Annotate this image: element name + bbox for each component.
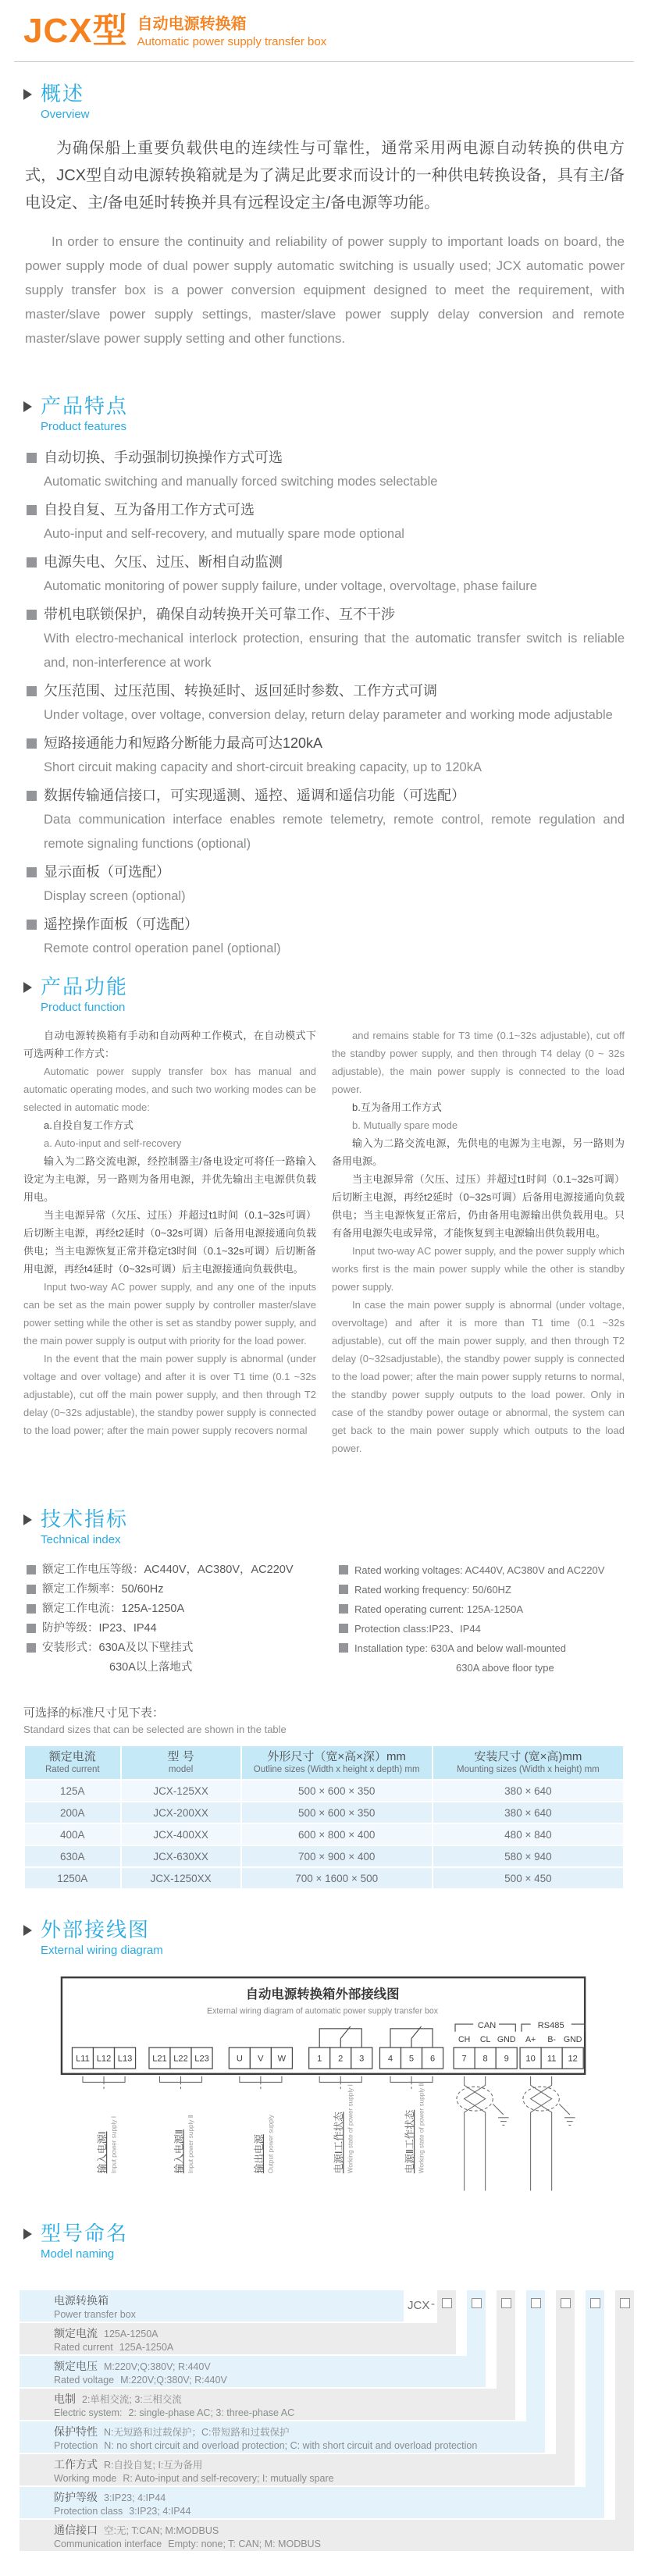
naming-heading-en: Model naming [41,2247,115,2261]
function-paragraph: and remains stable for T3 time (0.1~32s adjustable), cut off the standby power supply, and then through T4 delay (0 ~ 32s adjustable), the main power supply is connected to the load power. [332,1030,625,1095]
section-function [0,975,648,1487]
features-heading-zh: 产品特点 [41,394,129,418]
square-bullet-icon [27,686,37,696]
naming-heading [23,2222,625,2262]
square-bullet-icon [339,1565,348,1574]
naming-column-strip [526,2290,545,2421]
feature-zh: 数据传输通信接口，可实现遥测、遥控、遥调和遥信功能（可选配） [44,788,465,803]
cell-rated-current: 200A [25,1802,120,1823]
group-label-en: Input power supply Ⅰ [110,2115,118,2174]
square-bullet-icon [27,867,37,877]
feature-item [27,498,625,546]
naming-value-zh: R:自投自复; I:互为备用 [104,2460,203,2471]
header-divider [14,61,634,62]
terminal-label: 5 [408,2054,415,2064]
section-features [0,394,648,961]
square-bullet-icon [339,1604,348,1614]
feature-item [27,913,625,961]
function-paragraph: a. Auto-input and self-recovery [44,1137,182,1149]
group-label-en: Working state of power supply Ⅱ [418,2083,425,2174]
square-bullet-icon [27,505,37,515]
terminal-label: 7 [461,2054,467,2064]
rs485-pin-label: A+ [525,2035,536,2045]
terminal-label: 8 [482,2054,488,2064]
feature-item [27,550,625,599]
feature-en: Automatic switching and manually forced switching modes selectable [44,475,438,489]
feature-item [27,679,625,728]
function-paragraph: 输入为二路交流电源，经控制器主/备电设定可将任一路输入设定为主电源，另一路则为备用电源，并优先输出主电源供负载用电。 [23,1155,316,1203]
tech-item-text: Rated working voltages: AC440V, AC380V and AC220V [354,1564,605,1576]
tech-item-text-line2: 630A以上落地式 [109,1661,193,1674]
tech-item-text: Installation type: 630A and below wall-mounted [354,1642,567,1654]
square-bullet-icon [27,1604,36,1614]
model-code-box [561,2298,571,2308]
terminal-label: W [277,2054,287,2064]
terminal-label: 3 [359,2054,365,2064]
square-bullet-icon [27,557,37,568]
naming-value-zh: 2:单相交流; 3:三相交流 [82,2394,182,2405]
terminal-label: V [258,2054,264,2064]
rs485-pin-label: GND [563,2035,582,2045]
naming-row [20,2487,604,2518]
feature-zh: 自动切换、手动强制切换操作方式可选 [44,450,283,465]
standard-sizes-table [23,1745,625,1890]
section-overview [0,82,648,350]
function-paragraph: Input two-way AC power supply, and the power supply which works first is the main power supply while the other is standby power supply. [332,1245,625,1293]
square-bullet-icon [339,1643,348,1653]
function-paragraph: 自动电源转换箱有手动和自动两种工作模式，在自动模式下可选两种工作方式： [23,1030,316,1059]
technical-column-zh [27,1560,339,1678]
contact-symbols [319,2026,433,2048]
naming-row [20,2356,486,2387]
naming-label-en: Power transfer box [54,2309,136,2320]
function-paragraph: 输入为二路交流电源，先供电的电源为主电源，另一路则为备用电源。 [332,1137,625,1167]
terminal-label: 10 [525,2054,536,2064]
naming-heading-zh: 型号命名 [41,2222,129,2245]
product-model-title: JCX型 [23,12,128,50]
function-heading [23,975,625,1016]
naming-column-strip [556,2290,575,2454]
product-title-zh: 自动电源转换箱 [137,16,247,33]
naming-value-zh: 3:IP23; 4:IP44 [104,2492,166,2503]
naming-column-strip [615,2290,634,2520]
naming-row [20,2454,575,2485]
group-label-zh: 电源Ⅰ工作状态 [333,2112,345,2174]
naming-value-zh: 125A-1250A [104,2329,158,2339]
naming-label-zh: 通信接口 [54,2524,98,2536]
col-header-mounting-sizes: 安装尺寸 (宽×高)mm Mounting sizes (Width x height) mm [433,1746,623,1779]
model-code-box [531,2298,541,2308]
naming-value-en: 2: single-phase AC; 3: three-phase AC [128,2407,295,2418]
square-bullet-icon [27,610,37,620]
function-column-left [23,1026,316,1487]
feature-zh: 遥控操作面板（可选配） [44,916,198,932]
naming-label-en: Rated voltage [54,2375,115,2386]
feature-item [27,731,625,780]
cell-rated-current: 125A [25,1781,120,1801]
terminal-label: 11 [547,2054,557,2064]
model-naming-diagram [20,2290,636,2553]
diagram-title-en: External wiring diagram of automatic power supply transfer box [207,2006,439,2016]
overview-paragraph-zh: 为确保船上重要负载供电的连续性与可靠性，通常采用两电源自动转换的供电方式，JCX型自动电源转换箱就是为了满足此要求而设计的一种供电转换设备，具有主/备电设定、主/备电延时转换并具有远程设定主/备电源等功能。 [25,140,625,212]
function-paragraph: 当主电源异常（欠压、过压）并超过t1时间（0.1~32s可调）后切断主电源，再经t2延时（0~32s可调）后备用电源接通向负载供电；当主电源恢复正常后，仍由备用电源输出供负载用电。只有备用电源失电或异常，才能恢复到主电源输出供负载用电。 [332,1173,625,1239]
table-intro-zh: 可选择的标准尺寸见下表： [23,1706,165,1720]
function-heading-en: Product function [41,1001,126,1014]
naming-value-en: N: no short circuit and overload protection; C: with short circuit and overload protection [104,2440,478,2451]
naming-label-en: Protection [54,2440,98,2451]
diagram-title-zh: 自动电源转换箱外部接线图 [245,1987,400,2002]
naming-row [20,2323,456,2354]
cell-mounting: 380 × 640 [433,1802,623,1823]
group-label-zh: 输入电源Ⅱ [173,2129,185,2174]
naming-value-en: R: Auto-input and self-recovery; I: mutually spare [123,2473,334,2484]
feature-zh: 电源失电、欠压、过压、断相自动监测 [44,554,283,570]
cell-mounting: 500 × 450 [433,1868,623,1888]
square-bullet-icon [27,791,37,801]
square-bullet-icon [27,920,37,930]
model-code-prefix: JCX [408,2299,430,2312]
group-label-en: Input power supply Ⅱ [187,2115,194,2174]
model-code-box [442,2298,452,2308]
square-bullet-icon [339,1624,348,1633]
terminal-label: 6 [429,2054,436,2064]
terminal-label: 4 [387,2054,393,2064]
group-label-zh: 输出电源 [253,2134,265,2174]
cell-model: JCX-1250XX [122,1868,240,1888]
table-row [25,1846,623,1866]
can-pin-label: CH [458,2035,471,2045]
cell-rated-current: 630A [25,1846,120,1866]
group-label-en: Working state of power supply Ⅰ [347,2084,354,2174]
cell-outline: 500 × 600 × 350 [242,1781,432,1801]
triangle-bullet-icon [23,89,32,100]
model-code-box [620,2298,630,2308]
naming-value-en: 3:IP23; 4:IP44 [129,2506,191,2517]
cell-model: JCX-400XX [122,1824,240,1845]
page-header [0,0,648,52]
group-label-en: Output power supply [267,2115,275,2174]
feature-item [27,860,625,909]
function-paragraph: Input two-way AC power supply, and any one of the inputs can be set as the main power supply by controller master/slave power setting while the other is set as standby power supply, and the main power supply is output with priority for the load power. [23,1281,316,1347]
section-wiring [0,1918,648,2211]
feature-item [27,603,625,675]
tech-item-text: Protection class:IP23、IP44 [354,1623,481,1635]
feature-zh: 显示面板（可选配） [44,864,170,880]
overview-heading [23,82,625,123]
function-paragraph: In case the main power supply is abnormal (under voltage, overvoltage) and after it is more than T1 time (0.1 ~32s adjustable), cut off the main power supply, and then through T2 delay (0~32sadjustable), the standby power supply is connected to the load power; after the main power supply returns to normal, the standby power supply outputs to the load power. Only in case of the standby power outage or abnormal, the system can get back to the main power supply which outputs to the load power. [332,1299,625,1454]
naming-label-en: Rated current [54,2342,113,2353]
naming-label-zh: 电源转换箱 [54,2294,109,2307]
table-row [25,1824,623,1845]
features-heading [23,394,625,435]
wiring-diagram-svg [60,1976,588,2207]
overview-heading-zh: 概述 [41,82,85,105]
bus-brackets [455,2024,585,2032]
naming-value-en: 125A-1250A [119,2342,174,2353]
model-code-box [590,2298,600,2308]
rs485-twisted-pair [523,2076,575,2191]
rs485-pin-label: B- [547,2035,556,2045]
terminal-label: 9 [504,2054,509,2064]
cell-mounting: 580 × 940 [433,1846,623,1866]
overview-paragraph-en: In order to ensure the continuity and reliability of power supply to important loads on board, the power supply mode of dual power supply automatic switching is usually used; JCX automatic power supply transfer box is a power conversion equipment designed to meet the requirement, with master/slave power supply settings, master/slave power supply delay conversion and remote master/slave power supply setting and other functions. [25,234,625,346]
tech-item-text: Rated working frequency: 50/60HZ [354,1584,511,1596]
feature-zh: 带机电联锁保护，确保自动转换开关可靠工作、互不干涉 [44,607,395,622]
cell-outline: 500 × 600 × 350 [242,1802,432,1823]
wiring-heading-en: External wiring diagram [41,1944,163,1957]
function-paragraph: b. Mutually spare mode [352,1119,458,1131]
feature-en: Remote control operation panel (optional) [44,941,281,955]
section-technical [0,1507,648,1890]
can-pin-label: GND [497,2035,516,2045]
group-labels [96,2083,425,2173]
can-twisted-pair [457,2076,509,2191]
overview-heading-en: Overview [41,108,90,121]
function-paragraph: 当主电源异常（欠压、过压）并超过t1时间（0.1~32s可调）后切断主电源，再经t2延时（0~32s可调）后备用电源接通向负载供电；当主电源恢复正常并稳定t3时间（0.1~32s可调）后切断备用电源，再经t4延时（0~32s可调）后主电源接通向负载供电。 [23,1209,316,1275]
terminal-label: 1 [317,2054,322,2064]
technical-heading-zh: 技术指标 [41,1507,129,1531]
naming-label-zh: 额定电压 [54,2360,98,2372]
can-bus-label: CAN [477,2020,497,2030]
triangle-bullet-icon [23,401,32,412]
function-columns [23,1026,625,1487]
feature-zh: 自投自复、互为备用工作方式可选 [44,502,255,518]
square-bullet-icon [339,1585,348,1594]
group-brackets [83,2076,433,2090]
triangle-bullet-icon [23,2229,32,2240]
naming-label-en: Working mode [54,2473,117,2484]
features-heading-en: Product features [41,420,127,433]
naming-column-strip [586,2290,604,2487]
wiring-diagram [60,1976,648,2211]
triangle-bullet-icon [23,1514,32,1525]
cell-rated-current: 1250A [25,1868,120,1888]
table-intro-en: Standard sizes that can be selected are shown in the table [23,1724,287,1735]
rs485-bus-label: RS485 [537,2020,564,2030]
square-bullet-icon [27,1624,36,1633]
function-paragraph: a.自投自复工作方式 [44,1119,134,1131]
triangle-bullet-icon [23,982,32,993]
tech-item-text: 防护等级：IP23、IP44 [42,1622,157,1635]
cell-model: JCX-630XX [122,1846,240,1866]
naming-label-zh: 工作方式 [54,2458,98,2471]
terminal-label: L12 [96,2054,112,2064]
terminal-label: L13 [117,2054,133,2064]
function-paragraph: In the event that the main power supply is abnormal (under voltage and over voltage) and after it is over T1 time (0.1 ~32s adjustable), cut off the main power supply, and then through T2 delay (0~32s adjustable), the standby power supply is connected to the load power; after the main power supply recovers normal [23,1353,316,1436]
naming-value-zh: 空:无; T:CAN; M:MODBUS [104,2525,219,2536]
model-code-dash: - [431,2297,435,2311]
function-paragraph: b.互为备用工作方式 [352,1101,442,1113]
feature-en: Under voltage, over voltage, conversion delay, return delay parameter and working mode adjustable [44,708,613,722]
square-bullet-icon [27,453,37,463]
naming-label-en: Protection class [54,2506,123,2517]
function-paragraph: Automatic power supply transfer box has manual and automatic operating modes, and such two working modes can be selected in automatic mode: [23,1066,316,1113]
section-naming [0,2222,648,2553]
technical-columns [27,1560,625,1678]
naming-row [20,2421,545,2453]
cell-outline: 700 × 1600 × 500 [242,1868,432,1888]
function-heading-zh: 产品功能 [41,975,129,998]
naming-label-zh: 保护特性 [54,2425,98,2438]
feature-list [27,446,625,961]
feature-en: Automatic monitoring of power supply failure, under voltage, overvoltage, phase failure [44,579,537,593]
col-header-rated-current: 额定电流 Rated current [25,1746,120,1779]
naming-label-en: Communication interface [54,2539,162,2549]
square-bullet-icon [27,738,37,749]
cell-model: JCX-200XX [122,1802,240,1823]
terminal-label: 2 [338,2054,344,2064]
model-code-box [472,2298,482,2308]
feature-en: Data communication interface enables remote telemetry, remote control, remote regulation and remote signaling functions (optional) [44,813,625,851]
naming-row [20,2389,515,2420]
tech-item-text: 额定工作频率：50/60Hz [42,1583,164,1596]
naming-value-zh: N:无短路和过载保护；C:带短路和过载保护 [104,2427,290,2438]
col-header-model: 型 号 model [122,1746,240,1779]
naming-value-en: Empty: none; T: CAN; M: MODBUS [168,2539,321,2549]
cell-outline: 600 × 800 × 400 [242,1824,432,1845]
table-row [25,1781,623,1801]
bus-pin-labels [458,2035,582,2044]
feature-en: With electro-mechanical interlock protection, ensuring that the automatic transfer switch is reliable and, non-interference at work [44,632,625,670]
terminal-label: U [236,2054,243,2064]
group-label-zh: 电源Ⅱ工作状态 [404,2109,415,2174]
cell-rated-current: 400A [25,1824,120,1845]
technical-column-en [339,1560,625,1678]
feature-en: Short circuit making capacity and short-circuit breaking capacity, up to 120kA [44,760,482,774]
feature-item [27,784,625,856]
col-header-outline-sizes: 外形尺寸（宽×高×深）mm Outline sizes (Width x height x depth) mm [242,1746,432,1779]
wiring-heading-zh: 外部接线图 [41,1918,151,1941]
can-pin-label: CL [479,2035,491,2045]
feature-en: Auto-input and self-recovery, and mutually spare mode optional [44,527,404,541]
tech-item-text: Rated operating current: 125A-1250A [354,1603,524,1615]
table-header-row [25,1746,623,1779]
naming-value-zh: M:220V;Q:380V; R:440V [104,2361,211,2372]
naming-label-zh: 防护等级 [54,2491,98,2503]
naming-value-en: M:220V;Q:380V; R:440V [120,2375,227,2386]
cell-model: JCX-125XX [122,1781,240,1801]
technical-heading [23,1507,625,1548]
group-label-zh: 输入电源Ⅰ [96,2131,108,2174]
feature-en: Display screen (optional) [44,889,186,903]
terminal-label: L23 [194,2054,209,2064]
square-bullet-icon [27,1643,36,1653]
table-row [25,1802,623,1823]
model-code-box [501,2298,511,2308]
naming-label-zh: 额定电流 [54,2327,98,2339]
feature-zh: 短路接通能力和短路分断能力最高可达120kA [44,735,323,751]
terminal-label: L22 [173,2054,188,2064]
naming-label-en: Electric system: [54,2407,123,2418]
cell-mounting: 480 × 840 [433,1824,623,1845]
triangle-bullet-icon [23,1925,32,1936]
function-column-right [332,1026,625,1487]
tech-item-text-line2: 630A above floor type [456,1662,554,1674]
tech-item-text: 安装形式：630A及以下壁挂式 [42,1642,194,1654]
terminal-label: L11 [76,2054,90,2064]
technical-heading-en: Technical index [41,1533,121,1546]
wiring-heading [23,1918,625,1959]
feature-zh: 欠压范围、过压范围、转换延时、返回延时参数、工作方式可调 [44,683,437,699]
tech-item-text: 额定工作电流：125A-1250A [42,1603,185,1615]
square-bullet-icon [27,1565,36,1574]
product-title-block [137,14,327,50]
terminal-label: L21 [152,2054,167,2064]
naming-row [20,2520,634,2551]
naming-row [20,2290,404,2322]
cell-outline: 700 × 900 × 400 [242,1846,432,1866]
tech-item-text: 额定工作电压等级：AC440V，AC380V，AC220V [42,1564,294,1576]
feature-item [27,446,625,494]
cell-mounting: 380 × 640 [433,1781,623,1801]
square-bullet-icon [27,1585,36,1594]
naming-label-zh: 电制 [54,2393,76,2405]
terminal-label: 12 [568,2054,578,2064]
table-row [25,1868,623,1888]
product-title-en: Automatic power supply transfer box [137,35,327,48]
